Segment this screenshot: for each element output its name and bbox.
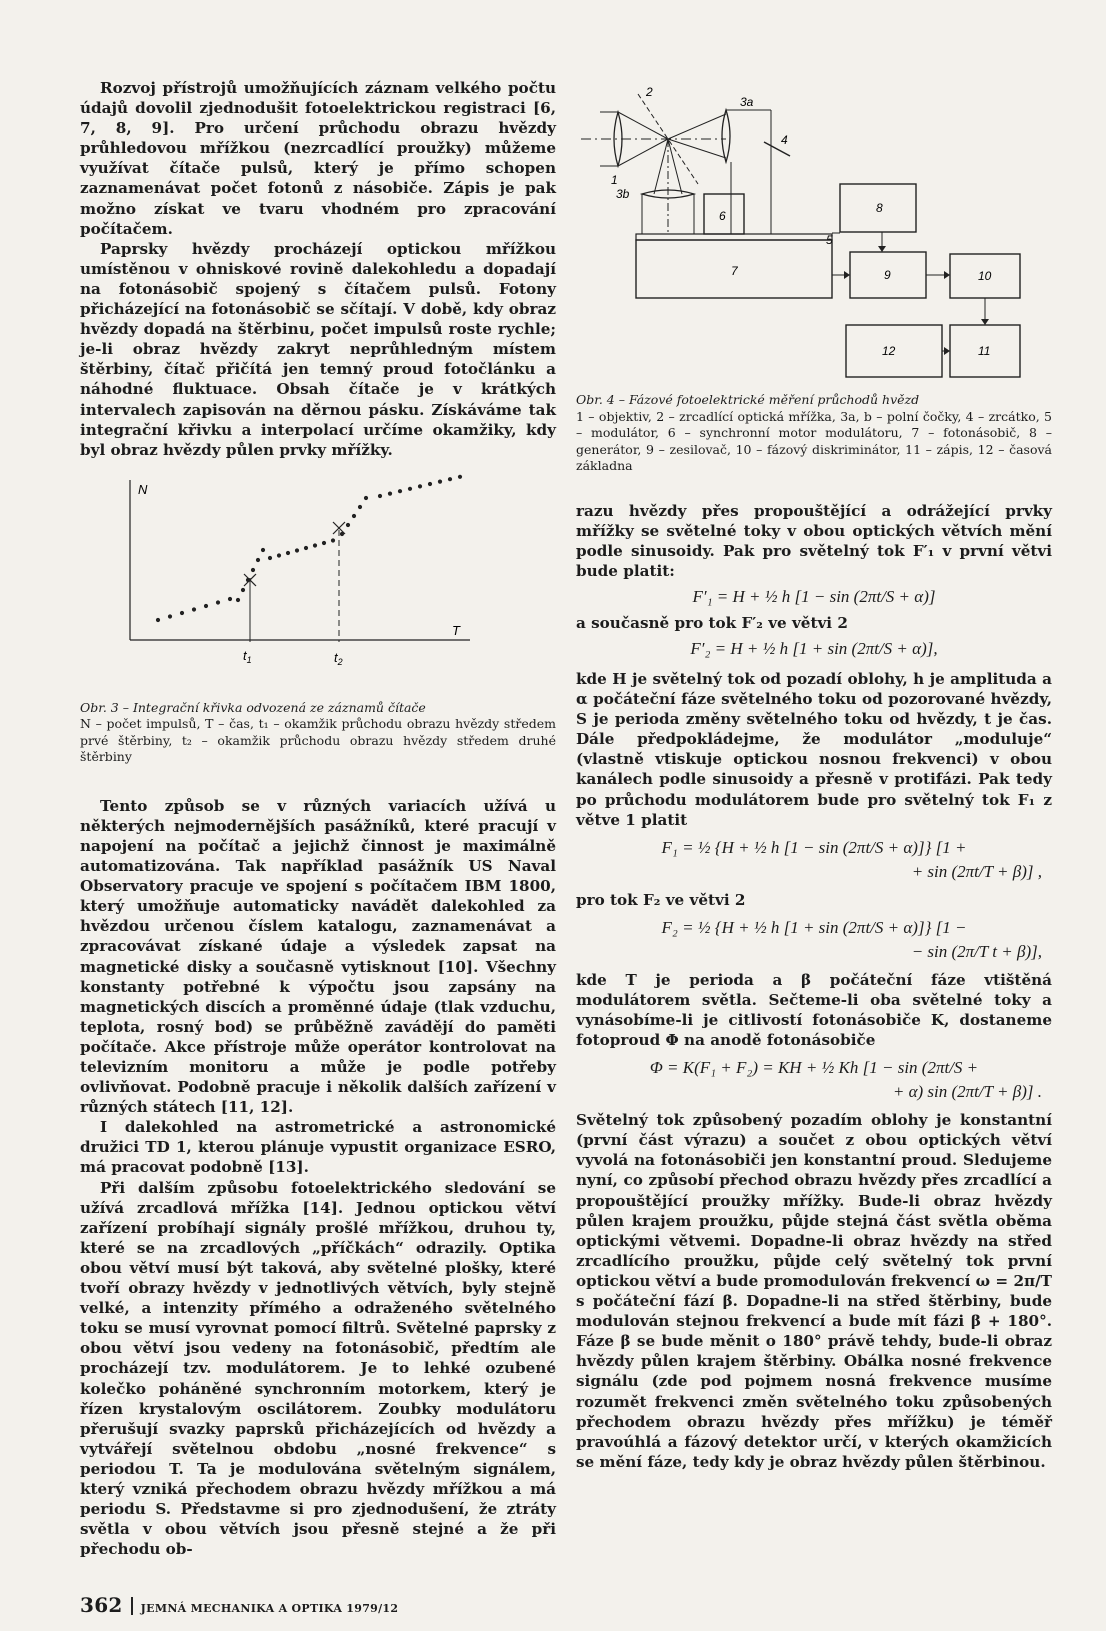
curve-dot — [261, 548, 265, 552]
label-10: 10 — [978, 269, 992, 283]
label-6: 6 — [719, 209, 726, 223]
curve-dot — [388, 491, 392, 495]
paragraph: I dalekohled na astrometrické a astronomické družici TD 1, kterou plánuje vypustit organizace ESRO, má pracovat podobně [13]. — [80, 1118, 556, 1177]
curve-dot — [277, 553, 281, 557]
curve-dot — [352, 514, 356, 518]
phase-measurement-diagram — [576, 82, 1052, 392]
page-number: 362 — [80, 1593, 123, 1617]
curve-dot — [408, 486, 412, 490]
curve-dot — [438, 479, 442, 483]
curve-dot — [313, 543, 317, 547]
paragraph: a současně pro tok F′₂ ve větvi 2 — [576, 613, 848, 632]
curve-dot — [378, 494, 382, 498]
curve-dot — [346, 523, 350, 527]
curve-dot — [156, 618, 160, 622]
axis-label-n: N — [138, 481, 148, 497]
curve-dot — [398, 489, 402, 493]
label-1: 1 — [611, 173, 618, 187]
figure-3-caption: N – počet impulsů, T – čas, t₁ – okamžik průchodu obrazu hvězdy středem prvé štěrbiny, t₂ – okamžik průchodu obrazu hvězdy středem druhé štěrbiny — [80, 716, 556, 765]
paragraph: kde H je světelný tok od pozadí oblohy, h je amplituda a α počáteční fáze světelného toku od pozorované hvězdy, S je perioda změny světelného toku od hvězdy, t je čas. Dále předpokládejme, že modulátor „moduluje“ (vlastně vtiskuje optickou nosnou frekvenci) v obou kanálech podle sinusoidy a přesně v protifázi. Pak tedy po průchodu modulátorem bude pro světelný tok F₁ z větve 1 platit — [576, 669, 1052, 829]
label-7: 7 — [731, 264, 738, 278]
label-2: 2 — [646, 85, 653, 99]
curve-dot — [236, 598, 240, 602]
label-5: 5 — [826, 233, 833, 247]
equation-5a: Φ = K(F₁ + F₂) = KH + ½ Kh [1 − sin (2πt/S + — [649, 1058, 979, 1078]
curve-dot — [256, 558, 260, 562]
curve-dot — [428, 482, 432, 486]
paragraph: kde T je perioda a β počáteční fáze vtištěná modulátorem světla. Sečteme-li oba světelné toky a vynásobíme-li je citlivostí fotonásobiče K, dostaneme fotoproud Φ na anodě fotonásobiče — [576, 970, 1052, 1050]
curve-dot — [448, 477, 452, 481]
page-footer — [80, 1593, 398, 1617]
curve-points — [156, 474, 462, 621]
curve-dot — [358, 505, 362, 509]
curve-dot — [295, 548, 299, 552]
curve-dot — [322, 541, 326, 545]
label-9: 9 — [884, 268, 891, 282]
curve-dot — [180, 611, 184, 615]
label-12: 12 — [882, 344, 896, 358]
equation-5b: + α) sin (2πt/T + β)] . — [892, 1082, 1042, 1102]
field-lens-3a — [722, 110, 730, 162]
curve-dot — [304, 546, 308, 550]
label-3a: 3a — [740, 95, 754, 109]
figure-3-caption-title: Obr. 3 – Integrační křivka odvozená ze záznamů čítače — [80, 699, 426, 715]
paragraph: Světelný tok způsobený pozadím oblohy je konstantní (první část výrazu) a součet z obou optických větví vyvolá na fotonásobiči jen konstantní proud. Sledujeme nyní, co způsobí přechod obrazu hvězdy přes zrcadlící a propouštějící proužky mřížky. Bude-li obraz hvězdy půlen krajem proužku, půjde stejná část světla oběma optickými větvemi. Dopadne-li obraz hvězdy na střed zrcadlícího proužku, půjde celý světelný tok první optickou větví a bude promodulován frekvencí ω = 2π/T s počáteční fází β. Dopadne-li na střed štěrbiny, bude modulován stejnou frekvencí a bude mít fázi β + 180°. Fáze β se bude měnit o 180° právě tehdy, bude-li obraz hvězdy půlen krajem štěrbiny. Obálka nosné frekvence signálu (zde pod pojmem nosná frekvence musíme rozumět frekvenci změn světelného toku způsobených přechodem obrazu hvězdy přes mřížku) je téměř pravoúhlá a fázový detektor určí, v kterých okamžicích se mění fáze, tedy kdy je obraz hvězdy půlen štěrbinou. — [576, 1111, 1052, 1471]
label-4: 4 — [781, 133, 788, 147]
figure-4-caption: 1 – objektiv, 2 – zrcadlící optická mřížka, 3a, b – polní čočky, 4 – zrcátko, 5 – modulátor, 6 – synchronní motor modulátoru, 7 – fotonásobič, 8 – generátor, 9 – zesilovač, 10 – fázový diskriminátor, 11 – zápis, 12 – časová základna — [576, 408, 1052, 473]
curve-dot — [228, 597, 232, 601]
right-column — [576, 82, 1052, 1472]
curve-dot — [204, 604, 208, 608]
paragraph: Tento způsob se v různých variacích užívá u některých nejmodernějších pasážníků, které pracují v napojení na počítač a jejichž činnost je maximálně automatizována. Tak například pasážník US Naval Observatory pracuje ve spojení s počítačem IBM 1800, který umožňuje automaticky navádět dalekohled za hvězdou určenou číslem katalogu, zaznamenávat a zpracovávat získané údaje a výsledek zapsat na magnetické disky a současně vytisknout [10]. Všechny konstanty potřebné k výpočtu jsou zapsány na magnetických discích a proměnné údaje (tlak vzduchu, teplota, rosný bod) se průběžně zavádějí do paměti počítače. Akce přístroje může operátor kontrolovat na televizním monitoru a může je podle potřeby ovlivňovat. Podobně pracuje i několik dalších zařízení v různých státech [11, 12]. — [80, 796, 556, 1117]
equation-1: F′₁ = H + ½ h [1 − sin (2πt/S + α)] — [692, 586, 936, 606]
curve-dot — [418, 484, 422, 488]
label-3b: 3b — [616, 187, 630, 201]
equation-4a: F₂ = ½ {H + ½ h [1 + sin (2πt/S + α)]} [1 − — [661, 917, 967, 937]
journal-name: JEMNÁ MECHANIKA A OPTIKA 1979/12 — [140, 1602, 399, 1615]
paragraph: Při dalším způsobu fotoelektrického sledování se užívá zrcadlová mřížka [14]. Jednou optickou větví zařízení probíhají signály prošlé mřížkou, druhou ty, které se na zrcadlových „příčkách“ odrazily. Optika obou větví musí být taková, aby světelné plošky, které tvoří obrazy hvězdy v jednotlivých větvích, byly stejně velké, a intenzity přímého a odraženého světelného toku se musí vyrovnat pomocí filtrů. Světelné paprsky z obou větví jsou vedeny na fotonásobič, předtím ale procházejí tzv. modulátorem. Je to lehké ozubené kolečko poháněné synchronním motorkem, který je řízen krystalovým oscilátorem. Zoubky modulátoru přerušují svazky paprsků přicházejících od hvězdy a vytvářejí světelnou obdobu „nosné frekvence“ s periodou T. Ta je modulována světelným signálem, který vzniká přechodem obrazu hvězdy mřížkou a má periodu S. Představme si pro zjednodušení, že ztráty světla v obou větvích jsou přesně stejné a že při přechodu ob- — [80, 1178, 556, 1559]
curve-dot — [458, 474, 462, 478]
figure-3 — [80, 470, 556, 700]
paragraph: Rozvoj přístrojů umožňujících záznam velkého počtu údajů dovolil zjednodušit fotoelektrickou registraci [6, 7, 8, 9]. Pro určení průchodu obrazu hvězdy průhledovou mřížkou (nezrcadlící proužky) můžeme využívat čítače pulsů, který je přímo schopen zaznamenávat počet fotonů z násobiče. Zápis je pak možno získat ve tvaru vhodném pro zpracování počítačem. — [80, 79, 556, 238]
paragraph: razu hvězdy přes propouštějící a odrážející prvky mřížky se světelné toky v obou optických větvích mění podle sinusoidy. Pak pro světelný tok F′₁ v první větvi bude platit: — [576, 501, 1052, 580]
integral-curve-chart — [80, 470, 556, 700]
paragraph: Paprsky hvězdy procházejí optickou mřížkou umístěnou v ohniskové rovině dalekohledu a dopadají na fotonásobič spojený s čítačem pulsů. Fotony přicházející na fotonásobič se sčítají. V době, kdy obraz hvězdy dopadá na štěrbinu, počet impulsů roste rychle; je-li obraz hvězdy zakryt neprůhledným místem štěrbiny, čítač přičítá jen temný proud fotočlánku a náhodné fluktuace. Obsah čítače je v krátkých intervalech zapisován na děrnou pásku. Získáváme tak integrační křivku a interpolací určíme okamžiky, kdy byl obraz hvězdy půlen prvky mřížky. — [80, 239, 556, 459]
t1-label: $t_1$ — [243, 647, 252, 665]
figure-4 — [576, 82, 1052, 392]
curve-dot — [364, 496, 368, 500]
equation-3a: F₁ = ½ {H + ½ h [1 − sin (2πt/S + α)]} [1 + — [661, 837, 967, 857]
curve-dot — [241, 588, 245, 592]
curve-dot — [286, 551, 290, 555]
curve-dot — [251, 568, 255, 572]
equation-3b: + sin (2πt/T + β)] , — [911, 861, 1042, 881]
curve-dot — [216, 600, 220, 604]
ray — [618, 139, 668, 166]
label-11: 11 — [978, 344, 991, 358]
ray — [618, 112, 668, 139]
label-8: 8 — [876, 201, 883, 215]
equation-2: F′₂ = H + ½ h [1 + sin (2πt/S + α)], — [690, 638, 938, 658]
paragraph: pro tok F₂ ve větvi 2 — [576, 890, 746, 909]
t2-label: $t_2$ — [334, 649, 343, 667]
left-column — [80, 78, 556, 1559]
curve-dot — [192, 607, 196, 611]
curve-dot — [331, 538, 335, 542]
curve-dot — [168, 614, 172, 618]
axis-label-t: T — [452, 622, 460, 638]
modulator — [636, 234, 832, 240]
equation-4b: − sin (2π/T t + β)], — [911, 941, 1042, 961]
divider — [131, 1597, 133, 1615]
figure-4-caption-title: Obr. 4 – Fázové fotoelektrické měření průchodů hvězd — [576, 392, 920, 407]
curve-dot — [268, 556, 272, 560]
